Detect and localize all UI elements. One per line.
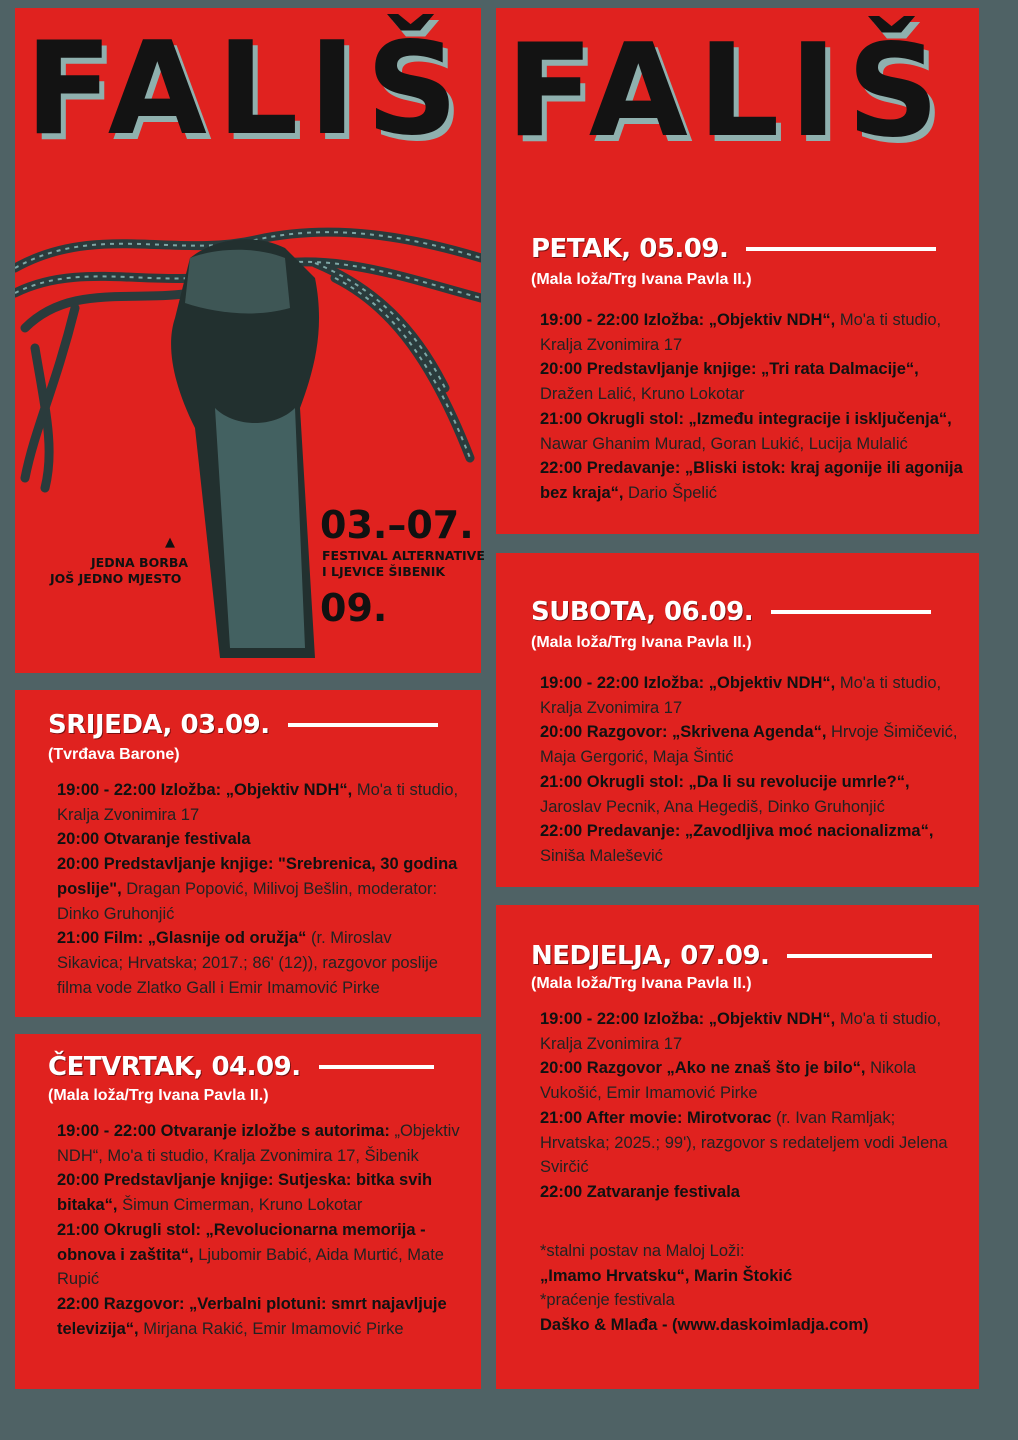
title-rule: [319, 1065, 434, 1069]
poster-logo: FALIŠ: [25, 15, 469, 164]
event-item: 21:00 Okrugli stol: „Revolucionarna memorija - obnova i zaštita“, Ljubomir Babić, Aida Murtić, Mate Rupić: [57, 1220, 444, 1289]
event-item: 19:00 - 22:00 Otvaranje izložbe s autorima: „Objektiv NDH“, Mo'a ti studio, Kralja Zvonimira 17, Šibenik: [57, 1122, 460, 1165]
day-panel-subota: [496, 553, 979, 887]
day-panel-cetvrtak: [15, 1034, 481, 1389]
day-title: ČETVRTAK, 04.09.: [48, 1052, 301, 1082]
note-line: *stalni postav na Maloj Loži:: [540, 1242, 745, 1260]
festival-poster: [15, 8, 485, 673]
event-item: 20:00 Predstavljanje knjige: „Tri rata Dalmacije“, Dražen Lalić, Kruno Lokotar: [540, 360, 919, 404]
day-venue: (Mala loža/Trg Ivana Pavla II.): [48, 1087, 269, 1104]
title-rule: [746, 247, 936, 251]
note-line: *praćenje festivala: [540, 1291, 675, 1310]
day-title: PETAK, 05.09.: [531, 234, 729, 264]
event-list: [540, 1007, 965, 1205]
event-item: 21:00 Okrugli stol: „Da li su revolucije umrle?“, Jaroslav Pecnik, Ana Hegediš, Dinko Gruhonjić: [540, 772, 910, 816]
event-list: [540, 671, 965, 869]
event-item: 19:00 - 22:00 Izložba: „Objektiv NDH“, Mo'a ti studio, Kralja Zvonimira 17: [57, 781, 459, 824]
event-item: 21:00 After movie: Mirotvorac (r. Ivan Ramljak; Hrvatska; 2025.; 99'), razgovor s redateljem vodi Jelena Svirčić: [540, 1108, 948, 1177]
event-item: 21:00 Film: „Glasnije od oružja“ (r. Miroslav Sikavica; Hrvatska; 2017.; 86' (12)), razgovor poslije filma vode Zlatko Gall i Emir Imamović Pirke: [57, 929, 438, 997]
event-item: 22:00 Predavanje: „Zavodljiva moć nacionalizma“, Siniša Malešević: [540, 822, 934, 865]
note-line: Daško & Mlađa - (www.daskoimladja.com): [540, 1316, 869, 1335]
day-heading: [48, 710, 438, 740]
event-item: 22:00 Predavanje: „Bliski istok: kraj agonije ili agonija bez kraja“, Dario Špelić: [540, 459, 963, 502]
title-rule: [288, 723, 438, 727]
poster-festival-line2: I LJEVICE ŠIBENIK: [322, 564, 446, 579]
fire-icon: ▲: [165, 535, 175, 550]
event-item: 19:00 - 22:00 Izložba: „Objektiv NDH“, Mo'a ti studio, Kralja Zvonimira 17: [540, 311, 942, 354]
day-venue: (Tvrđava Barone): [48, 746, 180, 763]
note-line: „Imamo Hrvatsku“, Marin Štokić: [540, 1266, 793, 1285]
day-heading: [48, 1052, 434, 1082]
poster-slogan-line2: JOŠ JEDNO MJESTO: [50, 571, 182, 586]
event-item: 22:00 Zatvaranje festivala: [540, 1182, 740, 1201]
day-panel-petak: [496, 218, 979, 534]
day-heading: [531, 941, 932, 971]
day-title: NEDJELJA, 07.09.: [531, 941, 770, 971]
day-venue: (Mala loža/Trg Ivana Pavla II.): [531, 975, 752, 992]
event-item: 22:00 Razgovor: „Verbalni plotuni: smrt najavljuje televizija“, Mirjana Rakić, Emir Imamović Pirke: [57, 1294, 447, 1338]
event-item: 20:00 Predstavljanje knjige: Sutjeska: bitka svih bitaka“, Šimun Cimerman, Kruno Lokotar: [57, 1171, 433, 1215]
event-item: 20:00 Otvaranje festivala: [57, 830, 251, 849]
day-panel-srijeda: [15, 690, 481, 1017]
festival-notes: [540, 1239, 965, 1338]
event-list: [57, 1119, 462, 1341]
day-heading: [531, 597, 931, 627]
banner-logo: FALIŠ: [506, 17, 950, 166]
day-title: SUBOTA, 06.09.: [531, 597, 754, 627]
event-list: [540, 308, 965, 506]
event-list: [57, 778, 462, 1000]
logo-banner: [496, 8, 979, 218]
poster-festival-line1: FESTIVAL ALTERNATIVE: [322, 548, 485, 563]
event-item: 19:00 - 22:00 Izložba: „Objektiv NDH“, Mo'a ti studio, Kralja Zvonimira 17: [540, 674, 942, 717]
day-venue: (Mala loža/Trg Ivana Pavla II.): [531, 634, 752, 651]
event-item: 21:00 Okrugli stol: „Između integracije i isključenja“, Nawar Ghanim Murad, Goran Lukić, Lucija Mulalić: [540, 409, 952, 453]
day-title: SRIJEDA, 03.09.: [48, 710, 270, 740]
event-item: 20:00 Razgovor „Ako ne znaš što je bilo“, Nikola Vukošić, Emir Imamović Pirke: [540, 1059, 916, 1103]
event-item: 20:00 Predstavljanje knjige: "Srebrenica, 30 godina poslije", Dragan Popović, Milivoj Bešlin, moderator: Dinko Gruhonjić: [57, 855, 458, 923]
day-panel-nedjelja: [496, 905, 979, 1389]
poster-slogan-line1: JEDNA BORBA: [91, 555, 189, 570]
event-item: 19:00 - 22:00 Izložba: „Objektiv NDH“, Mo'a ti studio, Kralja Zvonimira 17: [540, 1010, 942, 1053]
day-heading: [531, 234, 936, 264]
event-item: 20:00 Razgovor: „Skrivena Agenda“, Hrvoje Šimičević, Maja Gergorić, Maja Šintić: [540, 723, 958, 767]
day-venue: (Mala loža/Trg Ivana Pavla II.): [531, 271, 752, 288]
title-rule: [787, 954, 932, 958]
poster-dates: 03.–07.: [320, 503, 474, 547]
title-rule: [771, 610, 931, 614]
poster-month: 09.: [320, 586, 388, 630]
